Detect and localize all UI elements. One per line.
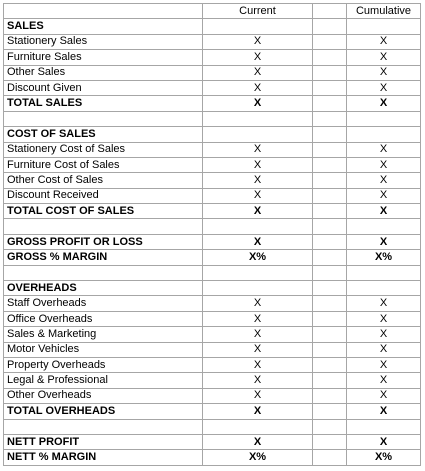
row-label: GROSS % MARGIN: [4, 250, 203, 265]
row-label: [4, 219, 203, 234]
spacer-cell: [313, 50, 347, 65]
current-value: [203, 127, 313, 142]
row-label: NETT PROFIT: [4, 434, 203, 449]
current-value: X: [203, 234, 313, 249]
table-row: [4, 373, 421, 388]
table-body: [4, 4, 421, 466]
current-value: X: [203, 188, 313, 203]
current-value: X: [203, 204, 313, 219]
spacer-cell: [313, 296, 347, 311]
table-row: [4, 281, 421, 296]
table-row: [4, 327, 421, 342]
current-value: X: [203, 434, 313, 449]
row-label: TOTAL COST OF SALES: [4, 204, 203, 219]
row-label: OVERHEADS: [4, 281, 203, 296]
row-label: Other Cost of Sales: [4, 173, 203, 188]
cumulative-value: [347, 419, 421, 434]
spacer-cell: [313, 111, 347, 126]
cumulative-value: X: [347, 434, 421, 449]
spacer-cell: [313, 311, 347, 326]
row-label: TOTAL SALES: [4, 96, 203, 111]
spacer-cell: [313, 127, 347, 142]
row-label: [4, 265, 203, 280]
table-row: [4, 19, 421, 34]
cumulative-value: X%: [347, 250, 421, 265]
current-value: X: [203, 404, 313, 419]
spacer-cell: [313, 34, 347, 49]
row-label: Discount Received: [4, 188, 203, 203]
current-value: [203, 419, 313, 434]
spacer-cell: [313, 65, 347, 80]
cumulative-value: X: [347, 34, 421, 49]
spacer-cell: [313, 204, 347, 219]
spacer-cell: [313, 388, 347, 403]
row-label: Stationery Sales: [4, 34, 203, 49]
current-value: X: [203, 327, 313, 342]
spacer-cell: [313, 419, 347, 434]
row-label: NETT % MARGIN: [4, 450, 203, 465]
current-value: X: [203, 142, 313, 157]
row-label: COST OF SALES: [4, 127, 203, 142]
spacer-cell: [313, 250, 347, 265]
table-row: [4, 50, 421, 65]
spacer-cell: [313, 373, 347, 388]
row-label: Motor Vehicles: [4, 342, 203, 357]
current-value: X: [203, 96, 313, 111]
header-cumulative: Cumulative: [347, 4, 421, 19]
current-value: X: [203, 296, 313, 311]
current-value: X: [203, 65, 313, 80]
cumulative-value: X: [347, 327, 421, 342]
current-value: X: [203, 388, 313, 403]
table-row: [4, 296, 421, 311]
cumulative-value: [347, 127, 421, 142]
table-row: [4, 111, 421, 126]
spacer-cell: [313, 157, 347, 172]
cumulative-value: X: [347, 80, 421, 95]
cumulative-value: [347, 111, 421, 126]
cumulative-value: X: [347, 157, 421, 172]
current-value: [203, 281, 313, 296]
current-value: X: [203, 157, 313, 172]
current-value: [203, 265, 313, 280]
current-value: X: [203, 173, 313, 188]
cumulative-value: X: [347, 204, 421, 219]
table-row: [4, 34, 421, 49]
spacer-cell: [313, 327, 347, 342]
cumulative-value: X: [347, 388, 421, 403]
cumulative-value: X%: [347, 450, 421, 465]
current-value: X: [203, 357, 313, 372]
spacer-cell: [313, 188, 347, 203]
row-label: Furniture Cost of Sales: [4, 157, 203, 172]
spacer-cell: [313, 80, 347, 95]
table-row: [4, 419, 421, 434]
spacer-cell: [313, 434, 347, 449]
row-label: Office Overheads: [4, 311, 203, 326]
header-row: [4, 4, 421, 19]
row-label: Discount Given: [4, 80, 203, 95]
current-value: X%: [203, 450, 313, 465]
spacer-cell: [313, 19, 347, 34]
cumulative-value: [347, 219, 421, 234]
row-label: Furniture Sales: [4, 50, 203, 65]
cumulative-value: [347, 281, 421, 296]
current-value: [203, 219, 313, 234]
table-row: [4, 96, 421, 111]
cumulative-value: X: [347, 311, 421, 326]
row-label: Other Sales: [4, 65, 203, 80]
table-row: [4, 142, 421, 157]
cumulative-value: X: [347, 234, 421, 249]
spacer-cell: [313, 234, 347, 249]
current-value: X: [203, 342, 313, 357]
cumulative-value: X: [347, 357, 421, 372]
cumulative-value: X: [347, 50, 421, 65]
table-row: [4, 188, 421, 203]
row-label: [4, 419, 203, 434]
current-value: [203, 19, 313, 34]
row-label: GROSS PROFIT OR LOSS: [4, 234, 203, 249]
table-row: [4, 434, 421, 449]
table-row: [4, 342, 421, 357]
table-row: [4, 219, 421, 234]
header-spacer-cell: [313, 4, 347, 19]
row-label: [4, 111, 203, 126]
table-row: [4, 234, 421, 249]
row-label: Property Overheads: [4, 357, 203, 372]
current-value: X: [203, 373, 313, 388]
cumulative-value: X: [347, 188, 421, 203]
row-label: Stationery Cost of Sales: [4, 142, 203, 157]
table-row: [4, 127, 421, 142]
table-row: [4, 250, 421, 265]
table-row: [4, 357, 421, 372]
table-row: [4, 173, 421, 188]
table-row: [4, 311, 421, 326]
current-value: X: [203, 80, 313, 95]
cumulative-value: X: [347, 404, 421, 419]
current-value: [203, 111, 313, 126]
table-row: [4, 388, 421, 403]
header-label-cell: [4, 4, 203, 19]
cumulative-value: [347, 265, 421, 280]
current-value: X: [203, 311, 313, 326]
cumulative-value: X: [347, 96, 421, 111]
table-row: [4, 157, 421, 172]
current-value: X%: [203, 250, 313, 265]
row-label: Legal & Professional: [4, 373, 203, 388]
cumulative-value: X: [347, 373, 421, 388]
spacer-cell: [313, 96, 347, 111]
header-current: Current: [203, 4, 313, 19]
spacer-cell: [313, 265, 347, 280]
cumulative-value: X: [347, 65, 421, 80]
table-row: [4, 65, 421, 80]
cumulative-value: X: [347, 296, 421, 311]
spacer-cell: [313, 404, 347, 419]
cumulative-value: X: [347, 142, 421, 157]
cumulative-value: X: [347, 173, 421, 188]
row-label: Sales & Marketing: [4, 327, 203, 342]
table-row: [4, 265, 421, 280]
spacer-cell: [313, 357, 347, 372]
table-row: [4, 404, 421, 419]
table-row: [4, 450, 421, 465]
table-row: [4, 80, 421, 95]
row-label: Staff Overheads: [4, 296, 203, 311]
spacer-cell: [313, 219, 347, 234]
spacer-cell: [313, 450, 347, 465]
row-label: SALES: [4, 19, 203, 34]
profit-loss-table: [3, 3, 421, 466]
current-value: X: [203, 34, 313, 49]
table-row: [4, 204, 421, 219]
cumulative-value: [347, 19, 421, 34]
row-label: Other Overheads: [4, 388, 203, 403]
spacer-cell: [313, 342, 347, 357]
spacer-cell: [313, 142, 347, 157]
current-value: X: [203, 50, 313, 65]
spacer-cell: [313, 173, 347, 188]
spacer-cell: [313, 281, 347, 296]
row-label: TOTAL OVERHEADS: [4, 404, 203, 419]
cumulative-value: X: [347, 342, 421, 357]
